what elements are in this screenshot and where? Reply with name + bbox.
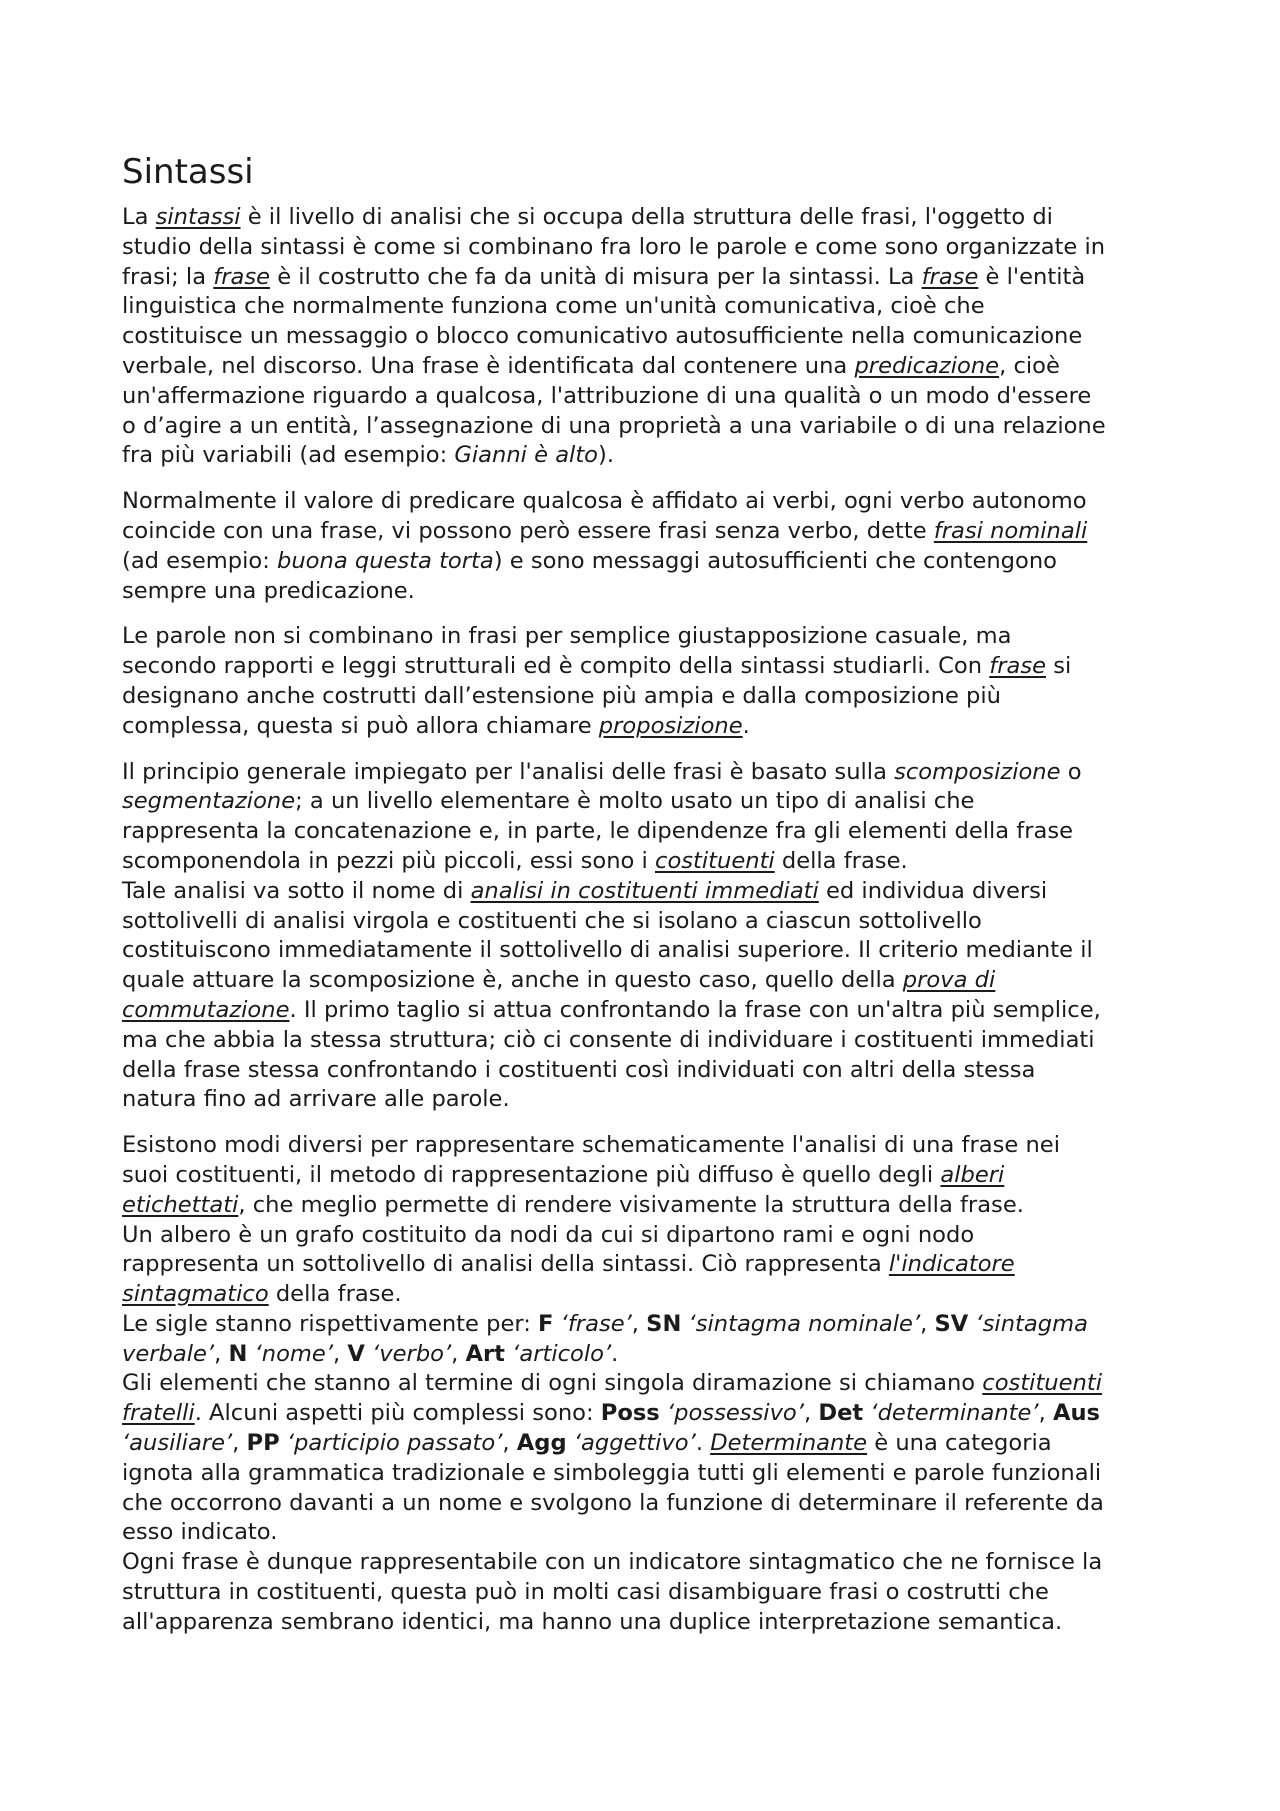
text-run: che occorrono davanti a un nome e svolgono la funzione di determinare il referente da — [122, 1489, 1104, 1516]
text-run: . — [742, 712, 750, 739]
text-line — [122, 817, 1182, 847]
bold-abbrev: V — [347, 1340, 365, 1367]
text-line — [122, 1131, 1182, 1161]
italic-text: buona questa torta — [277, 547, 494, 574]
paragraph — [122, 487, 1182, 606]
text-line — [122, 712, 1182, 742]
text-run: scomponendola in pezzi più piccoli, essi sono i — [122, 847, 656, 874]
text-line — [122, 1369, 1182, 1399]
text-line — [122, 966, 1182, 996]
bold-abbrev: Agg — [516, 1430, 567, 1457]
text-run — [247, 1341, 254, 1367]
italic-text: ‘verbo’ — [372, 1340, 452, 1367]
text-line — [122, 1221, 1182, 1251]
text-line — [122, 1191, 1182, 1221]
text-line — [122, 1280, 1182, 1310]
text-run: esso indicato. — [122, 1519, 278, 1546]
text-run: ma che abbia la stessa struttura; ciò ci consente di individuare i costituenti immediati — [122, 1026, 1095, 1053]
document-body — [122, 203, 1182, 1638]
italic-text: ‘nome’ — [254, 1340, 334, 1367]
text-line — [122, 877, 1182, 907]
italic-text: verbale’ — [122, 1340, 215, 1367]
term-link[interactable]: frase — [921, 263, 979, 290]
text-run — [567, 1430, 574, 1456]
italic-text: scomposizione — [894, 758, 1061, 785]
bold-abbrev: SN — [646, 1310, 682, 1337]
text-line — [122, 233, 1182, 263]
text-run: sottolivelli di analisi virgola e costituenti che si isolano a ciascun sottolivello — [122, 907, 982, 934]
term-link[interactable]: analisi in costituenti immediati — [470, 877, 819, 904]
text-run: , — [1038, 1400, 1053, 1427]
page-title: Sintassi — [122, 152, 254, 192]
text-run: , che meglio permette di rendere visivamente la struttura della frase. — [238, 1191, 1024, 1218]
text-run: rappresenta la concatenazione e, in parte, le dipendenze fra gli elementi della frase — [122, 818, 1074, 845]
text-run: natura fino ad arrivare alle parole. — [122, 1086, 510, 1113]
term-link[interactable]: etichettati — [122, 1191, 239, 1218]
text-run: Esistono modi diversi per rappresentare schematicamente l'analisi di una frase nei — [122, 1132, 1060, 1159]
text-line — [122, 1459, 1182, 1489]
italic-text: segmentazione — [122, 788, 296, 815]
term-link[interactable]: costituenti — [655, 847, 775, 874]
term-link[interactable]: fratelli — [122, 1400, 195, 1427]
italic-text: ‘sintagma nominale’ — [688, 1310, 921, 1337]
text-line — [122, 352, 1182, 382]
text-run: Il principio generale impiegato per l'analisi delle frasi è basato sulla — [122, 758, 895, 785]
text-run: della frase. — [268, 1281, 402, 1308]
text-run: o — [1060, 758, 1082, 785]
bold-abbrev: Aus — [1052, 1400, 1100, 1427]
bold-abbrev: Det — [818, 1400, 864, 1427]
paragraph — [122, 758, 1182, 1116]
term-link[interactable]: sintagmatico — [122, 1281, 269, 1308]
term-link[interactable]: costituenti — [982, 1370, 1102, 1397]
text-line — [122, 1056, 1182, 1086]
bold-abbrev: PP — [246, 1430, 280, 1457]
text-run: Le parole non si combinano in frasi per semplice giustapposizione casuale, ma — [122, 623, 1012, 650]
term-link[interactable]: l'indicatore — [888, 1251, 1015, 1278]
text-line — [122, 907, 1182, 937]
term-link[interactable]: frase — [213, 263, 271, 290]
text-line — [122, 382, 1182, 412]
text-run: quale attuare la scomposizione è, anche in questo caso, quello della — [122, 967, 903, 994]
text-run: Normalmente il valore di predicare qualcosa è affidato ai verbi, ogni verbo autonomo — [122, 488, 1087, 515]
text-line — [122, 847, 1182, 877]
text-run: secondo rapporti e leggi strutturali ed è compito della sintassi studiarli. Con — [122, 653, 990, 680]
term-link[interactable]: prova di — [902, 967, 996, 994]
text-line — [122, 1608, 1182, 1638]
text-line — [122, 652, 1182, 682]
text-run: , — [920, 1310, 935, 1337]
text-run: frasi; la — [122, 263, 214, 290]
text-run: Le sigle stanno rispettivamente per: — [122, 1310, 539, 1337]
text-run: all'apparenza sembrano identici, ma hanno una duplice interpretazione semantica. — [122, 1608, 1063, 1635]
text-line — [122, 1026, 1182, 1056]
text-run: ed individua diversi — [818, 877, 1048, 904]
text-line — [122, 1429, 1182, 1459]
text-line — [122, 1085, 1182, 1115]
text-line — [122, 517, 1182, 547]
term-link[interactable]: Determinante — [710, 1430, 868, 1457]
text-run: fra più variabili (ad esempio: — [122, 442, 455, 469]
text-run: della frase. — [774, 847, 908, 874]
text-run: , — [451, 1340, 466, 1367]
bold-abbrev: Art — [465, 1340, 505, 1367]
italic-text: ‘sintagma — [975, 1310, 1088, 1337]
text-run — [660, 1400, 667, 1426]
text-line — [122, 1399, 1182, 1429]
text-run: è l'entità — [978, 263, 1086, 290]
text-run: , — [214, 1340, 229, 1367]
text-run: , — [333, 1340, 348, 1367]
text-line — [122, 1518, 1182, 1548]
italic-text: ‘ausiliare’ — [122, 1430, 233, 1457]
italic-text: ‘determinante’ — [870, 1400, 1039, 1427]
text-line — [122, 682, 1182, 712]
text-run: , — [232, 1430, 247, 1457]
italic-text: ‘participio passato’ — [286, 1430, 503, 1457]
text-run — [280, 1430, 287, 1456]
text-run: verbale, nel discorso. Una frase è identificata dal contenere una — [122, 352, 855, 379]
bold-abbrev: N — [228, 1340, 248, 1367]
paragraph — [122, 203, 1182, 471]
text-run: Un albero è un grafo costituito da nodi da cui si dipartono rami e ogni nodo — [122, 1221, 975, 1248]
term-link[interactable]: commutazione — [122, 996, 290, 1023]
text-line — [122, 622, 1182, 652]
text-run: ). — [598, 442, 615, 469]
paragraph — [122, 1131, 1182, 1638]
text-run — [681, 1311, 688, 1337]
paragraph — [122, 622, 1182, 741]
text-run: costituisce un messaggio o blocco comunicativo autosufficiente nella comunicazione — [122, 323, 1083, 350]
bold-abbrev: F — [538, 1310, 554, 1337]
text-run: , cioè — [999, 352, 1060, 379]
text-run: ignota alla grammatica tradizionale e simboleggia tutti gli elementi e parole funzionali — [122, 1459, 1102, 1486]
text-run: suoi costituenti, il metodo di rappresentazione più diffuso è quello degli — [122, 1161, 941, 1188]
text-run: Ogni frase è dunque rappresentabile con un indicatore sintagmatico che ne fornisce la — [122, 1549, 1103, 1576]
text-run: complessa, questa si può allora chiamare — [122, 712, 599, 739]
text-run: coincide con una frase, vi possono però essere frasi senza verbo, dette — [122, 517, 934, 544]
text-line — [122, 787, 1182, 817]
text-line — [122, 996, 1182, 1026]
text-line — [122, 487, 1182, 517]
text-run: si — [1046, 653, 1072, 680]
text-run: sempre una predicazione. — [122, 577, 415, 604]
text-run: è il livello di analisi che si occupa della struttura delle frasi, l'oggetto di — [240, 204, 1053, 230]
text-run: , — [631, 1310, 647, 1337]
text-line — [122, 1250, 1182, 1280]
text-run: ) e sono messaggi autosufficienti che contengono — [493, 547, 1057, 574]
text-run: studio della sintassi è come si combinano fra loro le parole e come sono organizzate in — [122, 233, 1106, 260]
text-run: struttura in costituenti, questa può in molti casi disambiguare frasi o costrutti che — [122, 1579, 1049, 1606]
text-run: Tale analisi va sotto il nome di — [122, 877, 471, 904]
text-line — [122, 758, 1182, 788]
text-line — [122, 441, 1182, 471]
term-link[interactable]: predicazione — [854, 352, 1000, 379]
text-line — [122, 292, 1182, 322]
text-run: linguistica che normalmente funziona come un'unità comunicativa, cioè che — [122, 293, 985, 320]
text-run: . — [611, 1340, 619, 1367]
italic-text: ‘frase’ — [560, 1310, 632, 1337]
bold-abbrev: SV — [934, 1310, 969, 1337]
text-run: . — [695, 1430, 711, 1457]
italic-text: Gianni è alto — [454, 442, 599, 469]
italic-text: ‘possessivo’ — [666, 1400, 804, 1427]
text-run: Gli elementi che stanno al termine di ogni singola diramazione si chiamano — [122, 1370, 983, 1397]
italic-text: ‘articolo’ — [512, 1340, 612, 1367]
text-run: , — [803, 1400, 819, 1427]
text-line — [122, 412, 1182, 442]
document-page — [122, 150, 1182, 1654]
text-run: . Il primo taglio si attua confrontando la frase con un'altra più semplice, — [289, 996, 1101, 1023]
term-link[interactable]: alberi — [940, 1161, 1005, 1188]
italic-text: ‘aggettivo’ — [573, 1430, 696, 1457]
text-run: è una categoria — [867, 1430, 1052, 1457]
text-line — [122, 547, 1182, 577]
text-line — [122, 577, 1182, 607]
text-run: , — [502, 1430, 517, 1457]
text-line — [122, 203, 1182, 233]
text-run: è il costrutto che fa da unità di misura per la sintassi. La — [270, 263, 922, 290]
text-line — [122, 1489, 1182, 1519]
text-run: della frase stessa confrontando i costituenti così individuati con altri della stessa — [122, 1056, 1036, 1083]
text-run: costituiscono immediatamente il sottolivello di analisi superiore. Il criterio mediante il — [122, 937, 1093, 964]
text-run — [365, 1341, 372, 1367]
text-line — [122, 1340, 1182, 1370]
text-run: . Alcuni aspetti più complessi sono: — [194, 1400, 601, 1427]
text-run: La — [122, 204, 156, 230]
text-run: (ad esempio: — [122, 547, 278, 574]
term-link[interactable]: proposizione — [598, 712, 743, 739]
text-run: ; a un livello elementare è molto usato un tipo di analisi che — [295, 788, 975, 815]
text-run: un'affermazione riguardo a qualcosa, l'attribuzione di una qualità o un modo d'essere — [122, 382, 1092, 409]
text-line — [122, 322, 1182, 352]
term-link[interactable]: frase — [989, 653, 1047, 680]
text-line — [122, 936, 1182, 966]
text-run: rappresenta un sottolivello di analisi della sintassi. Ciò rappresenta — [122, 1251, 889, 1278]
term-link[interactable]: sintassi — [155, 204, 241, 230]
text-run: o d’agire a un entità, l’assegnazione di una proprietà a una variabile o di una relazione — [122, 412, 1106, 439]
term-link[interactable]: frasi nominali — [933, 517, 1088, 544]
text-line — [122, 1161, 1182, 1191]
bold-abbrev: Poss — [600, 1400, 660, 1427]
text-run — [553, 1311, 560, 1337]
text-line — [122, 263, 1182, 293]
text-line — [122, 1310, 1182, 1340]
text-line — [122, 1578, 1182, 1608]
text-line — [122, 1548, 1182, 1578]
text-run: designano anche costrutti dall’estensione più ampia e dalla composizione più — [122, 682, 1001, 709]
